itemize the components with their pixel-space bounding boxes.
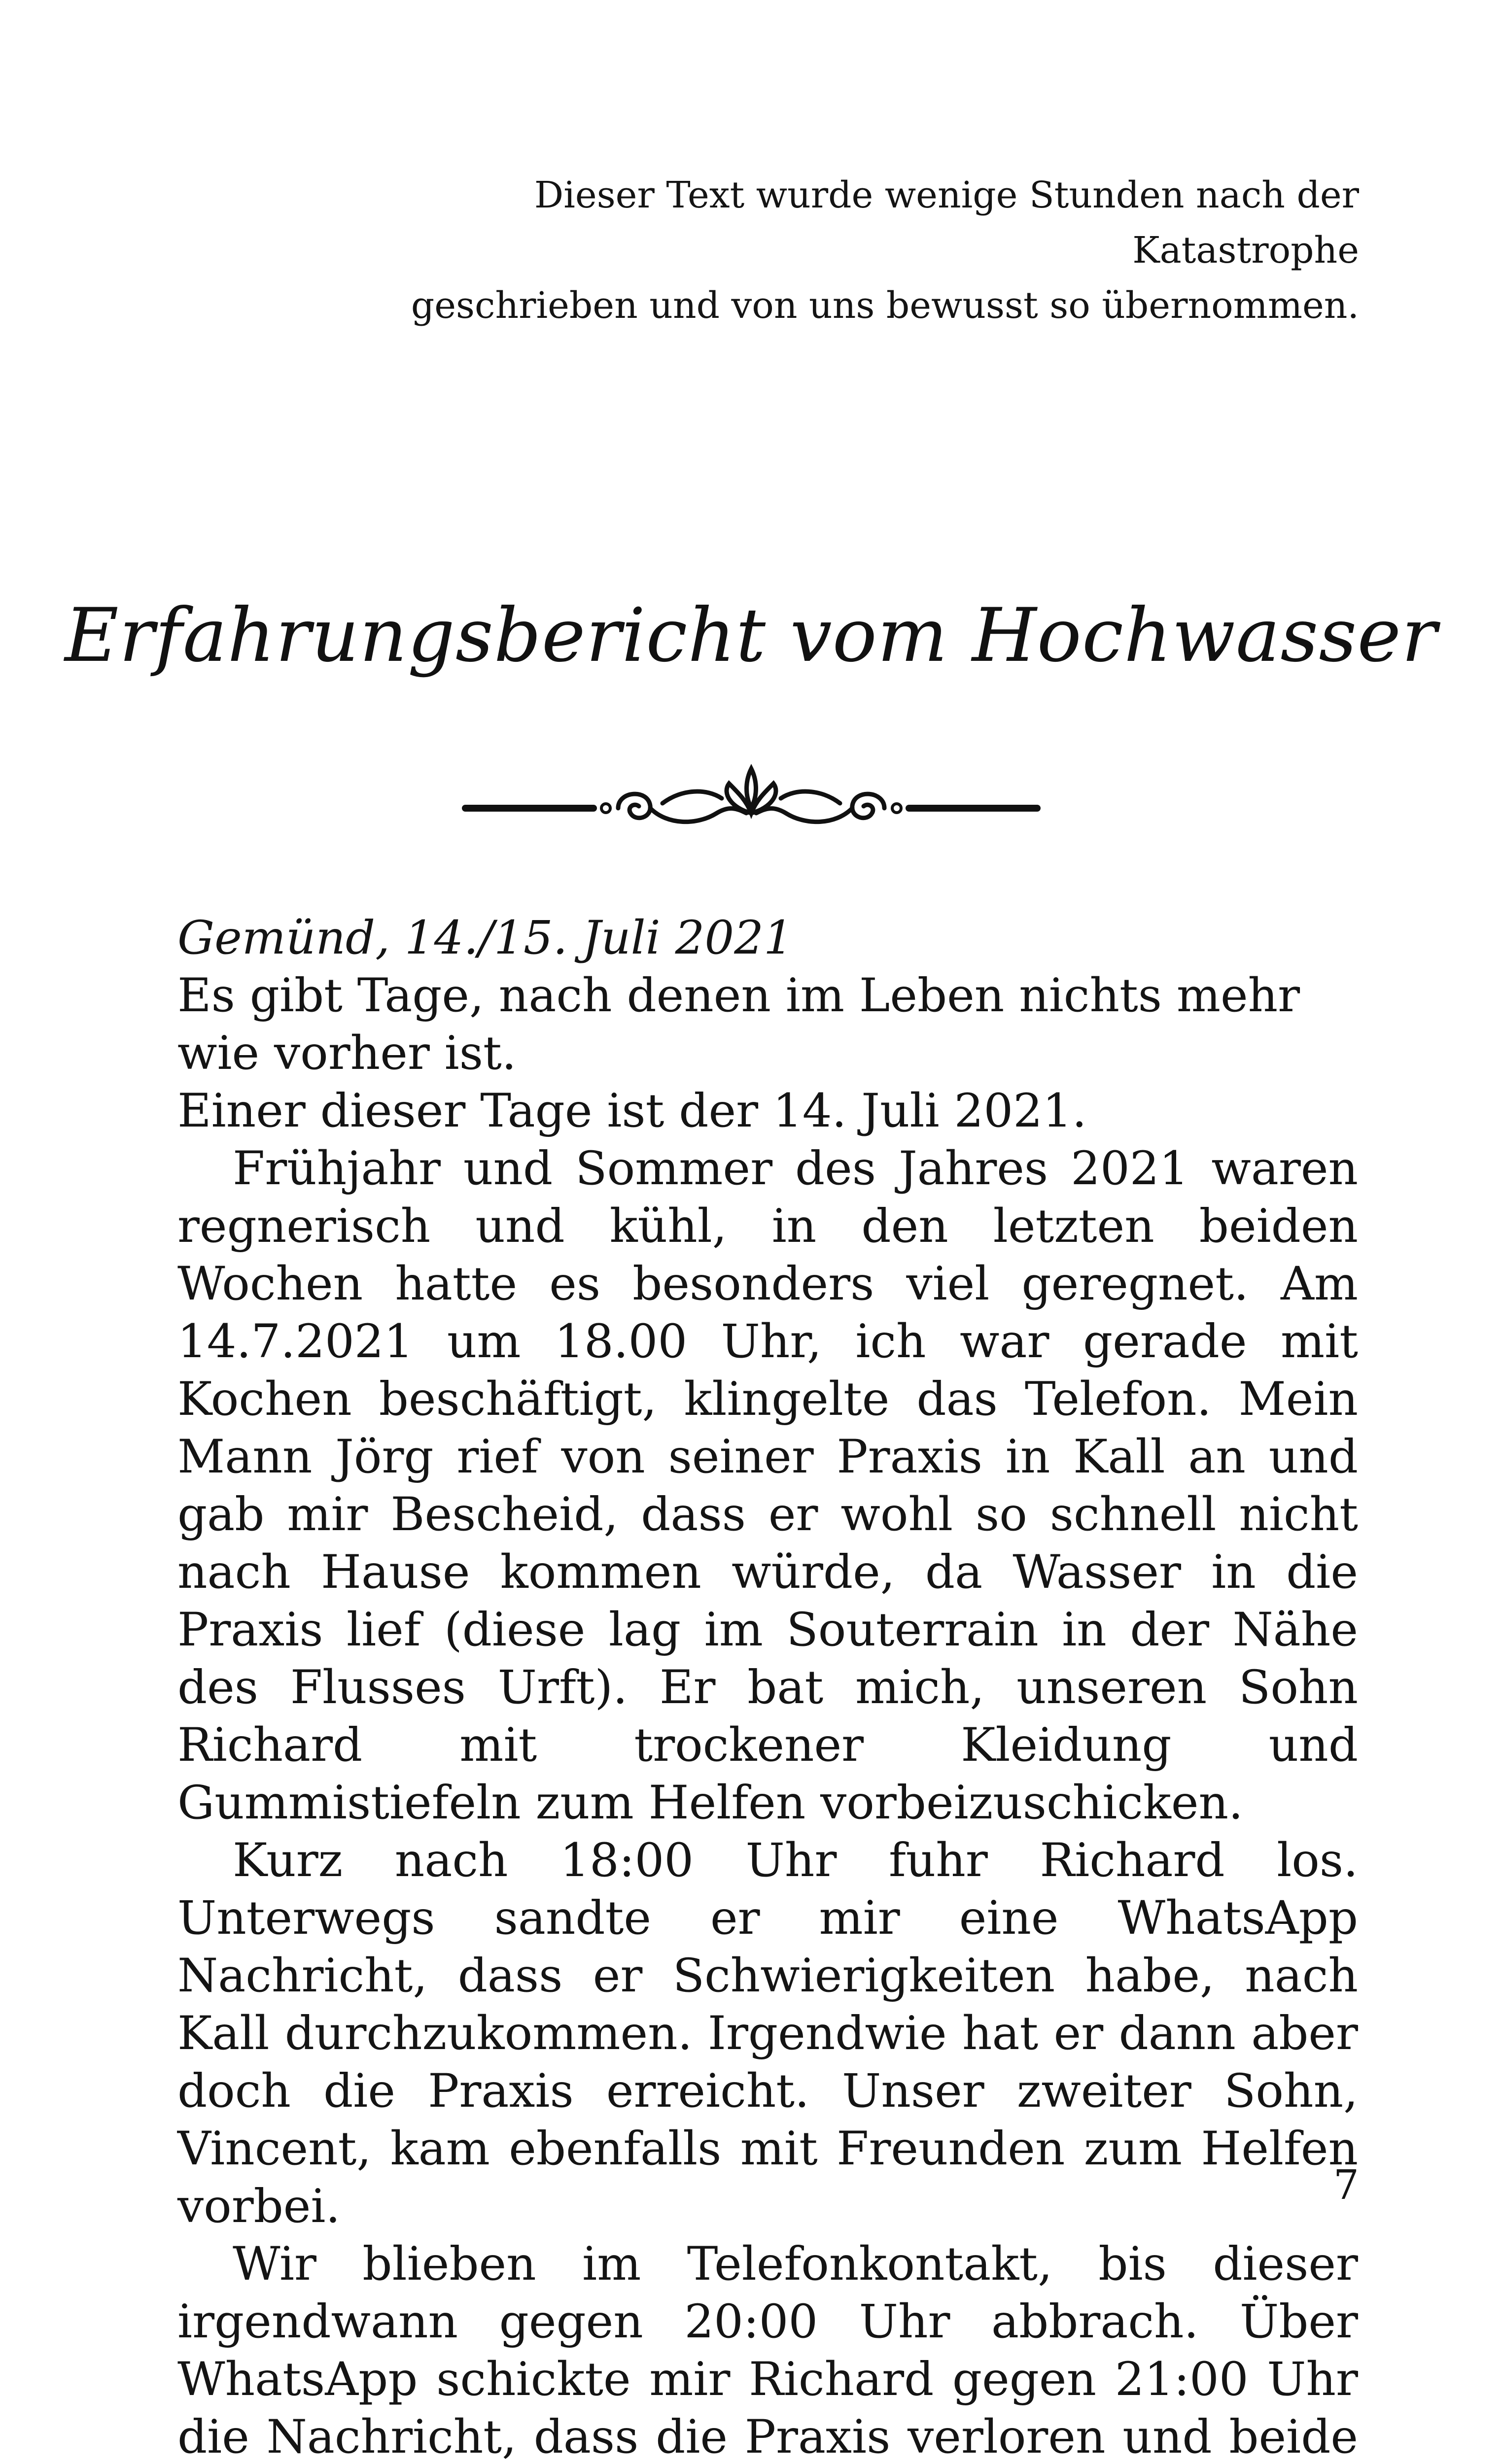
paragraph-4: Wir blieben im Telefonkontakt, bis dieser irgendwann gegen 20:00 Uhr abbrach. Über WhatsApp schickte mir Richard gegen 21:00 Uhr die Nachricht, dass die Praxis verloren und beide [177, 2237, 1358, 2464]
paragraph-2: Frühjahr und Sommer des Jahres 2021 waren regnerisch und kühl, in den letzten beiden Wochen hatte es besonders viel geregnet. Am 14.7.2021 um 18.00 Uhr, ich war gerade mit Kochen beschäftigt, klingelte das Telefon. Mein Mann Jörg rief von seiner Praxis in Kall an und gab mir Bescheid, dass er wohl so schnell nicht nach Hause kommen würde, da Wasser in die Praxis lief (diese lag im Souterrain in der Nähe des Flusses Urft). Er bat mich, unseren Sohn Richard mit trockener Kleidung und Gummistiefeln zum Helfen vorbeizuschicken. [177, 1142, 1358, 1830]
editorial-note-line-2: geschrieben und von uns bewusst so übernommen. [411, 284, 1359, 327]
paragraph-3: Kurz nach 18:00 Uhr fuhr Richard los. Unterwegs sandte er mir eine WhatsApp Nachricht, dass er Schwierigkeiten habe, nach Kall durchzukommen. Irgendwie hat er dann aber doch die Praxis erreicht. Unser zweiter Sohn, Vincent, kam ebenfalls mit Freunden zum Helfen vorbei. [177, 1834, 1358, 2233]
paragraph-1 [177, 967, 1358, 1140]
editorial-note [324, 168, 1359, 333]
paragraph-1-line-2: Einer dieser Tage ist der 14. Juli 2021. [177, 1084, 1087, 1138]
ornament-divider [0, 744, 1502, 843]
chapter-title: Erfahrungsbericht vom Hochwasser [65, 593, 1437, 679]
article-body [177, 909, 1358, 2464]
editorial-note-line-1: Dieser Text wurde wenige Stunden nach der Katastrophe [534, 174, 1359, 272]
dateline: Gemünd, 14./15. Juli 2021 [177, 911, 793, 965]
flourish-icon [455, 744, 1047, 843]
page-number: 7 [1333, 2162, 1359, 2209]
paragraph-1-line-1: Es gibt Tage, nach denen im Leben nichts mehr wie vorher ist. [177, 969, 1300, 1080]
